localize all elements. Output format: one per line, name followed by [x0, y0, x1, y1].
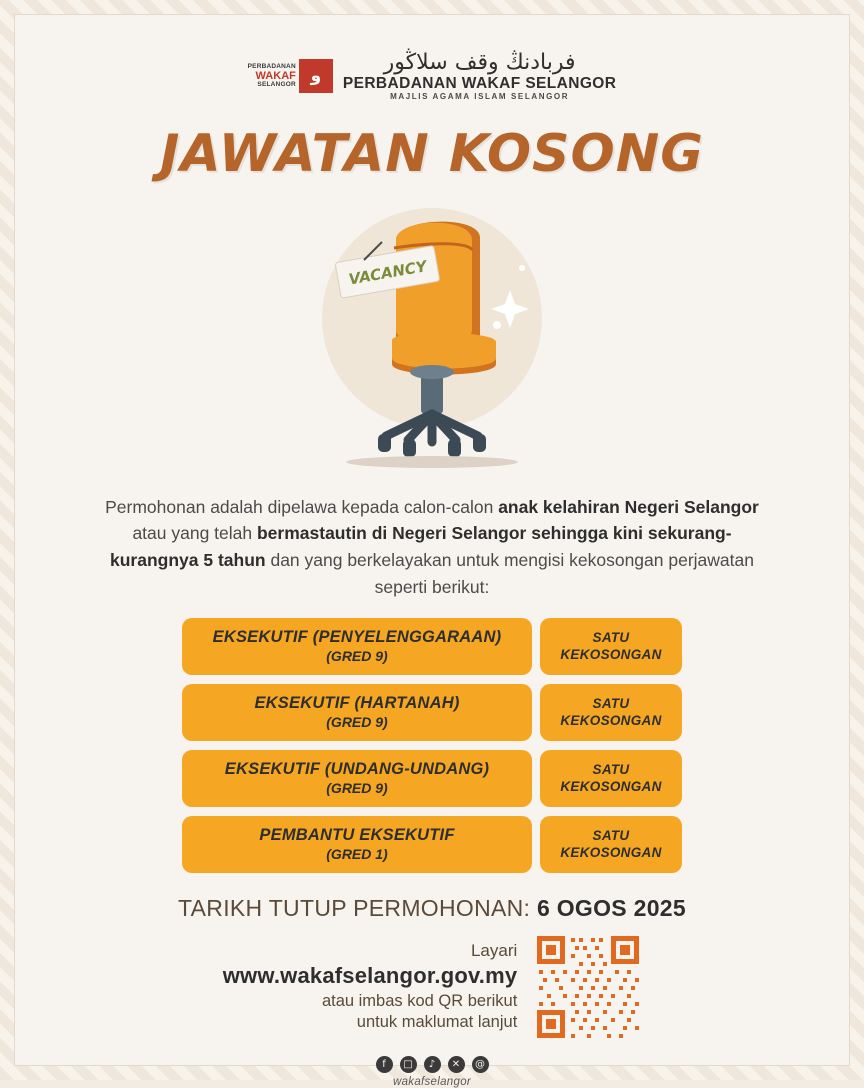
social-links [376, 1056, 489, 1088]
logo-badge-line-3: SELANGOR [257, 81, 296, 89]
logo-badge-words [248, 64, 296, 89]
website-text [223, 940, 518, 1034]
logo-main-title: PERBADANAN WAKAF SELANGOR [342, 75, 617, 93]
vacancy-count-line-2: KEKOSONGAN [560, 646, 662, 662]
logo-badge-line-1: PERBADANAN [247, 62, 296, 70]
vacancy-count-line-1: SATU [592, 762, 630, 778]
intro-bold-2: bermastautin di Negeri Selangor sehingga kini sekurang-kurangnya 5 tahun [110, 523, 732, 570]
position-grade: (GRED 9) [326, 648, 388, 665]
intro-part-3: dan yang berkelayakan untuk mengisi kekosongan perjawatan seperti berikut: [265, 549, 754, 597]
position-grade: (GRED 9) [326, 714, 388, 731]
position-title: EKSEKUTIF (HARTANAH) [254, 694, 460, 713]
vacancy-tag-label: VACANCY [347, 256, 428, 289]
website-layari-label: Layari [470, 941, 518, 961]
website-block [223, 934, 642, 1040]
x-icon[interactable]: ✕ [448, 1056, 465, 1073]
threads-icon[interactable]: @ [472, 1056, 489, 1073]
closing-date [178, 895, 686, 922]
tiktok-icon[interactable]: ♪ [424, 1056, 441, 1073]
logo-arabic-title: فربادنڭ وقف سلاڭور [383, 50, 576, 75]
logo-sub-title: MAJLIS AGAMA ISLAM SELANGOR [390, 92, 570, 102]
position-title: EKSEKUTIF (PENYELENGGARAAN) [212, 628, 502, 647]
website-url[interactable]: www.wakafselangor.gov.my [222, 963, 518, 989]
poster-card [14, 14, 850, 1088]
office-chair-illustration [282, 190, 582, 480]
vacancy-count-line-1: SATU [592, 630, 630, 646]
position-title: PEMBANTU EKSEKUTIF [259, 826, 455, 845]
position-card [182, 684, 532, 741]
intro-paragraph [92, 494, 772, 600]
vacancy-count-line-2: KEKOSONGAN [560, 844, 662, 860]
position-vacancy-count [540, 618, 682, 675]
page-title: JAWATAN KOSONG [160, 123, 704, 184]
facebook-icon[interactable]: f [376, 1056, 393, 1073]
intro-bold-1: anak kelahiran Negeri Selangor [498, 496, 759, 517]
social-icon-row [376, 1056, 489, 1073]
position-vacancy-count [540, 750, 682, 807]
position-vacancy-count [540, 816, 682, 873]
position-vacancy-count [540, 684, 682, 741]
website-note-line-2: untuk maklumat lanjut [356, 1013, 518, 1032]
logo-arabic-glyph: و [299, 59, 333, 93]
website-note-line-1: atau imbas kod QR berikut [321, 992, 518, 1011]
position-row [182, 750, 682, 807]
position-row [182, 618, 682, 675]
instagram-icon[interactable]: □ [400, 1056, 417, 1073]
social-handle: wakafselangor [392, 1076, 472, 1088]
intro-part-1: Permohonan adalah dipelawa kepada calon-calon [105, 496, 499, 517]
positions-list [182, 618, 682, 873]
position-row [182, 684, 682, 741]
position-card [182, 618, 532, 675]
vacancy-count-line-2: KEKOSONGAN [560, 778, 662, 794]
position-title: EKSEKUTIF (UNDANG-UNDANG) [224, 760, 490, 779]
vacancy-count-line-1: SATU [592, 696, 630, 712]
position-card [182, 816, 532, 873]
organization-logo [248, 51, 617, 102]
intro-part-2: atau yang telah [132, 523, 257, 544]
logo-wordmark [343, 51, 617, 102]
vacancy-count-line-1: SATU [592, 828, 630, 844]
position-grade: (GRED 1) [326, 846, 388, 863]
logo-badge-line-2: WAKAF [255, 69, 296, 82]
position-grade: (GRED 9) [326, 780, 388, 797]
closing-date-value: 6 OGOS 2025 [536, 895, 686, 922]
position-card [182, 750, 532, 807]
vacancy-count-line-2: KEKOSONGAN [560, 712, 662, 728]
closing-date-label: TARIKH TUTUP PERMOHONAN: [178, 895, 531, 922]
position-row [182, 816, 682, 873]
qr-code[interactable] [535, 934, 641, 1040]
logo-mark [248, 59, 333, 93]
